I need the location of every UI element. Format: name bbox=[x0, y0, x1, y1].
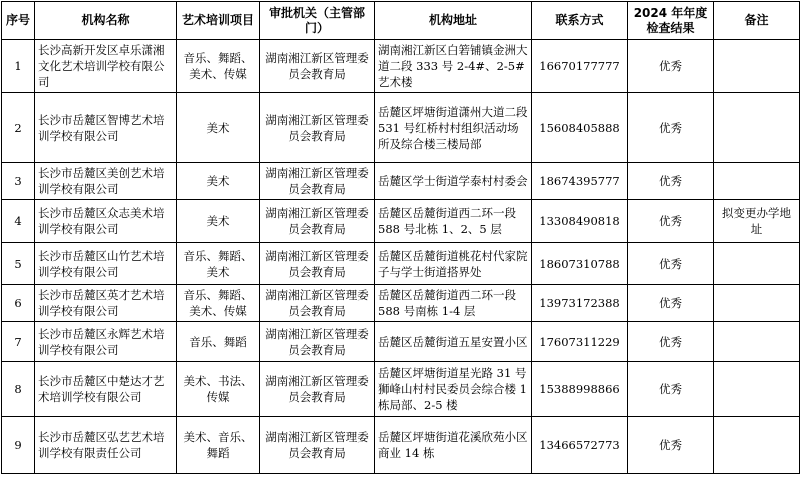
cell-name: 长沙市岳麓区众志美术培训学校有限公司 bbox=[35, 200, 177, 243]
cell-name: 长沙市岳麓区智博艺术培训学校有限公司 bbox=[35, 93, 177, 163]
table-row bbox=[2, 200, 800, 243]
cell-address: 岳麓区岳麓街道西二环一段 588 号南栋 1-4 层 bbox=[375, 285, 532, 322]
table-row bbox=[2, 163, 800, 200]
header-remark: 备注 bbox=[714, 2, 800, 40]
cell-authority: 湖南湘江新区管理委员会教育局 bbox=[260, 40, 375, 93]
cell-address: 岳麓区坪塘街道花溪欣苑小区商业 14 栋 bbox=[375, 417, 532, 474]
table-header-row bbox=[2, 2, 800, 40]
cell-name: 长沙市岳麓区中楚达才艺术培训学校有限公司 bbox=[35, 362, 177, 417]
cell-authority: 湖南湘江新区管理委员会教育局 bbox=[260, 163, 375, 200]
cell-contact: 15608405888 bbox=[532, 93, 628, 163]
cell-project: 美术 bbox=[177, 93, 260, 163]
cell-result: 优秀 bbox=[628, 322, 714, 362]
table-row bbox=[2, 322, 800, 362]
cell-remark bbox=[714, 243, 800, 285]
cell-project: 美术、音乐、舞蹈 bbox=[177, 417, 260, 474]
cell-contact: 13973172388 bbox=[532, 285, 628, 322]
cell-seq: 5 bbox=[2, 243, 35, 285]
header-address: 机构地址 bbox=[375, 2, 532, 40]
cell-contact: 18607310788 bbox=[532, 243, 628, 285]
cell-contact: 18674395777 bbox=[532, 163, 628, 200]
cell-authority: 湖南湘江新区管理委员会教育局 bbox=[260, 417, 375, 474]
cell-name: 长沙市岳麓区弘艺艺术培训学校有限责任公司 bbox=[35, 417, 177, 474]
cell-remark bbox=[714, 417, 800, 474]
cell-address: 岳麓区岳麓街道桃花村代家院子与学士街道搭界处 bbox=[375, 243, 532, 285]
cell-remark bbox=[714, 40, 800, 93]
header-name: 机构名称 bbox=[35, 2, 177, 40]
cell-remark bbox=[714, 362, 800, 417]
cell-contact: 13466572773 bbox=[532, 417, 628, 474]
table-row bbox=[2, 93, 800, 163]
cell-result: 优秀 bbox=[628, 285, 714, 322]
cell-seq: 4 bbox=[2, 200, 35, 243]
cell-contact: 16670177777 bbox=[532, 40, 628, 93]
header-project: 艺术培训项目 bbox=[177, 2, 260, 40]
cell-address: 岳麓区岳麓街道西二环一段 588 号北栋 1、2、5 层 bbox=[375, 200, 532, 243]
cell-project: 美术 bbox=[177, 200, 260, 243]
header-result: 2024 年年度检查结果 bbox=[628, 2, 714, 40]
header-authority: 审批机关（主管部门） bbox=[260, 2, 375, 40]
cell-seq: 6 bbox=[2, 285, 35, 322]
table-row bbox=[2, 40, 800, 93]
cell-result: 优秀 bbox=[628, 362, 714, 417]
cell-contact: 17607311229 bbox=[532, 322, 628, 362]
cell-address: 岳麓区坪塘街道潇州大道二段 531 号红桥村村组织活动场所及综合楼三楼局部 bbox=[375, 93, 532, 163]
cell-authority: 湖南湘江新区管理委员会教育局 bbox=[260, 285, 375, 322]
header-seq: 序号 bbox=[2, 2, 35, 40]
cell-authority: 湖南湘江新区管理委员会教育局 bbox=[260, 322, 375, 362]
cell-authority: 湖南湘江新区管理委员会教育局 bbox=[260, 200, 375, 243]
table-row bbox=[2, 417, 800, 474]
cell-remark: 拟变更办学地址 bbox=[714, 200, 800, 243]
cell-address: 岳麓区岳麓街道五星安置小区 bbox=[375, 322, 532, 362]
table-row bbox=[2, 285, 800, 322]
cell-project: 美术、书法、传媒 bbox=[177, 362, 260, 417]
cell-result: 优秀 bbox=[628, 163, 714, 200]
cell-address: 岳麓区坪塘街道星光路 31 号狮峰山村村民委员会综合楼 1 栋局部、2-5 楼 bbox=[375, 362, 532, 417]
cell-name: 长沙高新开发区卓乐潇湘文化艺术培训学校有限公司 bbox=[35, 40, 177, 93]
cell-remark bbox=[714, 285, 800, 322]
cell-project: 音乐、舞蹈、美术、传媒 bbox=[177, 285, 260, 322]
cell-authority: 湖南湘江新区管理委员会教育局 bbox=[260, 243, 375, 285]
cell-name: 长沙市岳麓区英才艺术培训学校有限公司 bbox=[35, 285, 177, 322]
cell-seq: 8 bbox=[2, 362, 35, 417]
table-row bbox=[2, 243, 800, 285]
cell-result: 优秀 bbox=[628, 200, 714, 243]
cell-name: 长沙市岳麓区美创艺术培训学校有限公司 bbox=[35, 163, 177, 200]
cell-authority: 湖南湘江新区管理委员会教育局 bbox=[260, 93, 375, 163]
table-row bbox=[2, 362, 800, 417]
cell-project: 音乐、舞蹈 bbox=[177, 322, 260, 362]
cell-seq: 3 bbox=[2, 163, 35, 200]
cell-project: 音乐、舞蹈、美术、传媒 bbox=[177, 40, 260, 93]
cell-seq: 7 bbox=[2, 322, 35, 362]
cell-address: 湖南湘江新区白箬铺镇金洲大道二段 333 号 2-4#、2-5#艺术楼 bbox=[375, 40, 532, 93]
cell-result: 优秀 bbox=[628, 40, 714, 93]
cell-seq: 2 bbox=[2, 93, 35, 163]
cell-project: 音乐、舞蹈、美术 bbox=[177, 243, 260, 285]
cell-address: 岳麓区学士街道学泰村村委会 bbox=[375, 163, 532, 200]
cell-contact: 13308490818 bbox=[532, 200, 628, 243]
cell-remark bbox=[714, 322, 800, 362]
cell-result: 优秀 bbox=[628, 417, 714, 474]
cell-seq: 1 bbox=[2, 40, 35, 93]
cell-authority: 湖南湘江新区管理委员会教育局 bbox=[260, 362, 375, 417]
header-contact: 联系方式 bbox=[532, 2, 628, 40]
cell-project: 美术 bbox=[177, 163, 260, 200]
cell-contact: 15388998866 bbox=[532, 362, 628, 417]
cell-result: 优秀 bbox=[628, 243, 714, 285]
cell-remark bbox=[714, 93, 800, 163]
cell-name: 长沙市岳麓区永辉艺术培训学校有限公司 bbox=[35, 322, 177, 362]
cell-seq: 9 bbox=[2, 417, 35, 474]
cell-result: 优秀 bbox=[628, 93, 714, 163]
cell-remark bbox=[714, 163, 800, 200]
cell-name: 长沙市岳麓区山竹艺术培训学校有限公司 bbox=[35, 243, 177, 285]
inspection-table bbox=[1, 1, 800, 474]
